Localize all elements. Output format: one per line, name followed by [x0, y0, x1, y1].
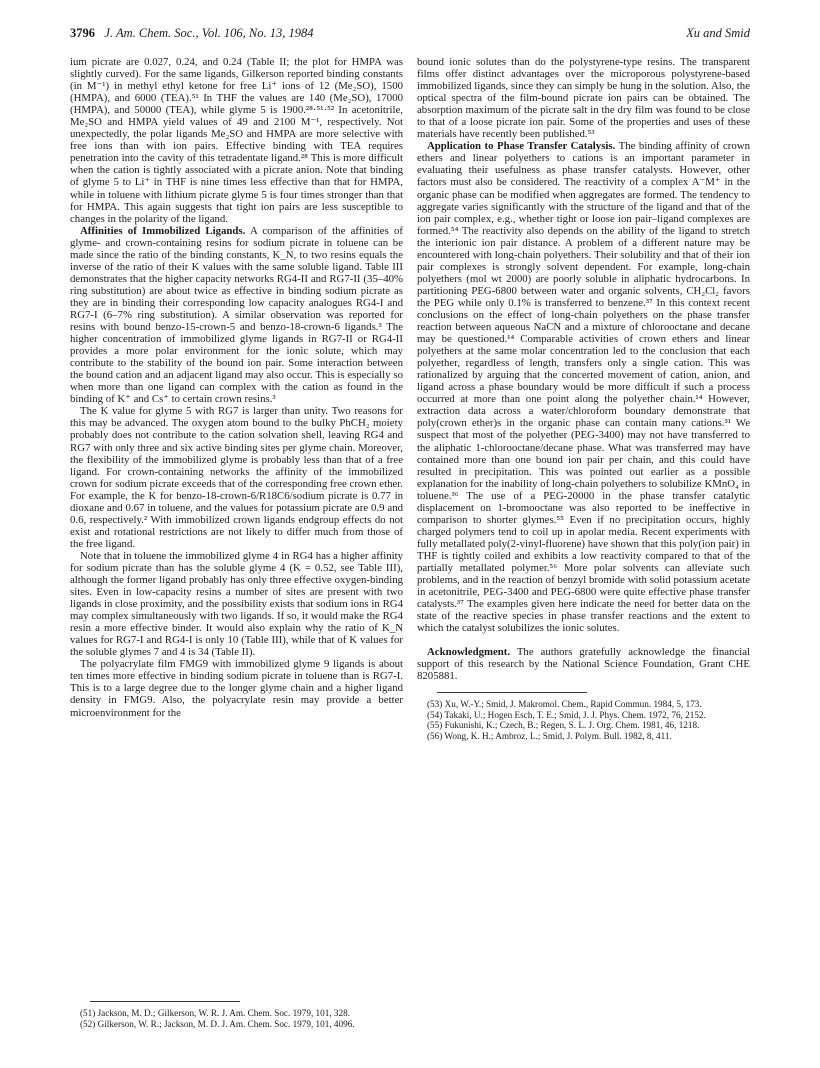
paragraph	[70, 225, 403, 406]
paragraph	[70, 405, 403, 550]
paragraph-text: Note that in toluene the immobilized glyme 4 in RG4 has a higher affinity for sodium picrate than has the soluble glyme 4 (K = 0.52, see Table III), although the former ligand probably has only three effective oxygen-binding sites. Even in low-capacity resins a number of sites are present with two ligands in close proximity, and the possibility exists that sodium ions in RG4 may complex simultaneously with two ligands. If so, it would make the RG4 resin a more effective binder. It would also explain why the ratio of K_N values for RG7-I and RG4-I is only 10 (Table III), while that of K values for the soluble glymes 7 and 4 is 34 (Table II).	[70, 549, 403, 659]
footnote-divider	[90, 1001, 240, 1002]
acknowledgment-text: The authors gratefully acknowledge the financial support of this research by the National Science Foundation, Grant CHE 8205881.	[417, 646, 750, 683]
paragraph-text: ium picrate are 0.027, 0.24, and 0.24 (Table II; the plot for HMPA was slightly curved). For the same ligands, Gilkerson reported binding constants (in M⁻¹) in methyl ethyl ketone for free Li⁺ ions of 12 (Me₂SO), 1500 (HMPA), and 6000 (TEA).⁵¹ In THF the values are 140 (Me₂SO), 17000 (HMPA), and 50000 (TEA), while glyme 5 is 1900.²⁸·⁵¹·⁵² In acetonitrile, Me₂SO and HMPA yield values of 49 and 2100 M⁻¹, respectively. Not unexpectedly, the polar ligands Me₂SO and HMPA are more selective with free ions than with ion pairs. Effective binding with TEA requires penetration into the cavity of this tetradentate ligand.²⁸ This is more difficult when the cation is tightly associated with a picrate anion. Note that binding of glyme 5 to Li⁺ in THF is nine times less effective than that for HMPA, while in toluene with lithium picrate glyme 5 is four times stronger than that for HMPA. This again suggests that tight ion pairs are less susceptible to changes in the polarity of the ligand.	[70, 56, 403, 225]
footnote: (55) Fukunishi, K.; Czech, B.; Regen, S. L. J. Org. Chem. 1981, 46, 1218.	[427, 720, 700, 731]
acknowledgment	[417, 646, 750, 682]
paragraph-text: bound ionic solutes than do the polystyrene-type resins. The transparent films offer distinct advantages over the microporous polystyrene-based immobilized ligands, since they can simply be hung in the solution. Also, the optical spectra of the film-bound picrate ion pairs can be obtained. The absorption maximum of the picrate salt in the dry film was found to be close to that of a loose picrate ion pair. Some of the properties and uses of these materials have recently been published.⁵³	[417, 56, 750, 141]
footnote: (51) Jackson, M. D.; Gilkerson, W. R. J. Am. Chem. Soc. 1979, 101, 328.	[80, 1008, 351, 1018]
paragraph	[70, 658, 403, 718]
paragraph-text: The polyacrylate film FMG9 with immobilized glyme 9 ligands is about ten times more effective in binding sodium picrate in toluene than is RG7-I. This is to a large degree due to the longer glyme chain and a higher ligand density in FMG9. Also, the polyacrylate resin may provide a better microenvironment for the	[70, 658, 403, 719]
footnote: (54) Takaki, U.; Hogen Esch, T. E.; Smid, J. J. Phys. Chem. 1972, 76, 2152.	[427, 709, 706, 720]
acknowledgment-heading: Acknowledgment.	[427, 646, 511, 659]
page-header	[70, 26, 750, 42]
page-number: 3796	[70, 26, 95, 40]
left-footnotes	[70, 991, 403, 1029]
paragraph	[70, 550, 403, 658]
footnote: (56) Wong, K. H.; Ambroz, L.; Smid, J. Polym. Bull. 1982, 8, 411.	[427, 730, 672, 741]
journal-citation: J. Am. Chem. Soc., Vol. 106, No. 13, 1984	[104, 26, 314, 40]
right-column	[417, 56, 750, 741]
section-heading: Application to Phase Transfer Catalysis.	[427, 140, 616, 153]
left-column	[70, 56, 403, 719]
footnote: (52) Gilkerson, W. R.; Jackson, M. D. J. Am. Chem. Soc. 1979, 101, 4096.	[80, 1018, 355, 1029]
section-heading: Affinities of Immobilized Ligands.	[80, 224, 246, 237]
header-left	[70, 26, 314, 41]
footnote: (53) Xu, W.-Y.; Smid, J. Makromol. Chem., Rapid Commun. 1984, 5, 173.	[427, 699, 702, 710]
footnote-divider	[437, 692, 587, 693]
header-authors: Xu and Smid	[686, 26, 750, 40]
paragraph-text: A comparison of the affinities of glyme- and crown-containing resins for sodium picrate in toluene can be made since the ratio of the binding constants, K_N, to two resins equals the inverse of the ratio of their K values with the same soluble ligand. Table III demonstrates that the higher capacity networks RG4-II and RG7-II (35–40% ring substitution) are about twice as effective in binding sodium picrate as they are in binding their corresponding low capacity analogues RG4-I and RG7-I (6–7% ring substitution). A similar observation was reported for resins with bound benzo-15-crown-5 and benzo-18-crown-6 ligands.³ The higher concentration of immobilized glyme ligands in RG7-II or RG4-II provides a more polar environment for the ionic solute, which may contribute to the stability of the bound ion pair. Some interaction between the bound cation and an adjacent ligand may also occur. This is especially so when more than one ligand can complex with the cation as found in the binding of K⁺ and Cs⁺ to certain crown resins.³	[70, 224, 403, 406]
paragraph-text: The K value for glyme 5 with RG7 is larger than unity. Two reasons for this may be advanced. The oxygen atom bound to the bulky PhCH₂ moiety probably does not contribute to the cation solvation shell, leaving RG4 and RG7 with only three and six active binding sites per glyme chain. Moreover, the flexibility of the immobilized glyme is probably less than that of a free ligand. For crown-containing networks the affinity of the immobilized crown for sodium picrate exceeds that of the corresponding free crown ether. For example, the K for benzo-18-crown-6/R18C6/sodium picrate is 0.77 in dioxane and 0.67 in toluene, and the values for potassium picrate are 0.9 and 0.6, respectively.² With immobilized crown ligands endgroup effects do not exist and rotational restrictions are not likely to differ much from those of the free ligand.	[70, 405, 403, 550]
paragraph-text: The binding affinity of crown ethers and linear polyethers to cations is an important parameter in evaluating their usefulness as phase transfer catalysts. However, other factors must also be considered. The reactivity of a complex A⁻M⁺ in the organic phase can be modified when aggregates are formed. The tendency to aggregate varies significantly with the structure of the ligand and that of the ion pair complex, e.g., whether tight or loose ion pair–ligand complexes are formed.⁵⁴ The reactivity also depends on the ability of the ligand to stretch the interionic ion pair distance. A problem of a different nature may be encountered with long-chain polyethers. Their solubility and that of their ion pair complexes is strongly solvent dependent. For example, long-chain polyethers (mol wt 2000) are poorly soluble in aliphatic hydrocarbons. In partitioning PEG-6800 between water and organic solvents, CH₂Cl₂ favors the PEG while only 0.1% is transferred to benzene.³⁷ In this context recent conclusions on the effect of long-chain polyethers on the phase transfer reaction between aqueous NaCN and a mixture of chlorooctane and decane may be questioned.¹⁴ Comparable activities of crown ethers and linear polyethers at the same molar concentration led to the conclusion that each polyether, regardless of length, transfers only a single cation. This was rationalized by arguing that the concerted movement of cation, anion, and ligand across a phase boundary would be more difficult if such a process occurred at more than one point along the polyether chain.¹⁴ However, extraction data across a water/chloroform boundary demonstrate that poly(crown ether)s in the organic phase can contain many cations.³¹ We suspect that most of the polyether (PEG-3400) may not have transferred to the aliphatic 1-chlorooctane/decane phase. What was transferred may have contained more than one bound ion pair per chain, and this could have resulted in precipitation. This was pointed out earlier as a possible explanation for the inability of long-chain polyethers to solubilize KMnO₄ in toluene.³⁶ The use of a PEG-20000 in the phase transfer catalytic displacement on 1-bromooctane was also reported to be ineffective in comparison to shorter glymes.⁵⁵ Even if no precipitation occurs, highly charged polymers tend to coil up in apolar media. Recent experiments with fully metallated poly(2-vinyl-fluorene) have shown that this poly(ion pair) in THF is tightly coiled and exhibits a low reactivity compared to that of the partially metallated polymer.⁵⁶ More polar solvents can alleviate such problems, and in the reaction of benzyl bromide with solid potassium acetate in acetonitrile, PEG-3400 and PEG-6800 were quite effective phase transfer catalysts.³⁷ The examples given here indicate the need for better data on the state of the reactive species in phase transfer reactions and the extent to which the catalyst solubilizes the ionic solutes.	[417, 140, 750, 635]
right-footnotes	[417, 692, 750, 741]
paragraph	[417, 56, 750, 140]
paragraph	[70, 56, 403, 225]
paragraph	[417, 140, 750, 634]
